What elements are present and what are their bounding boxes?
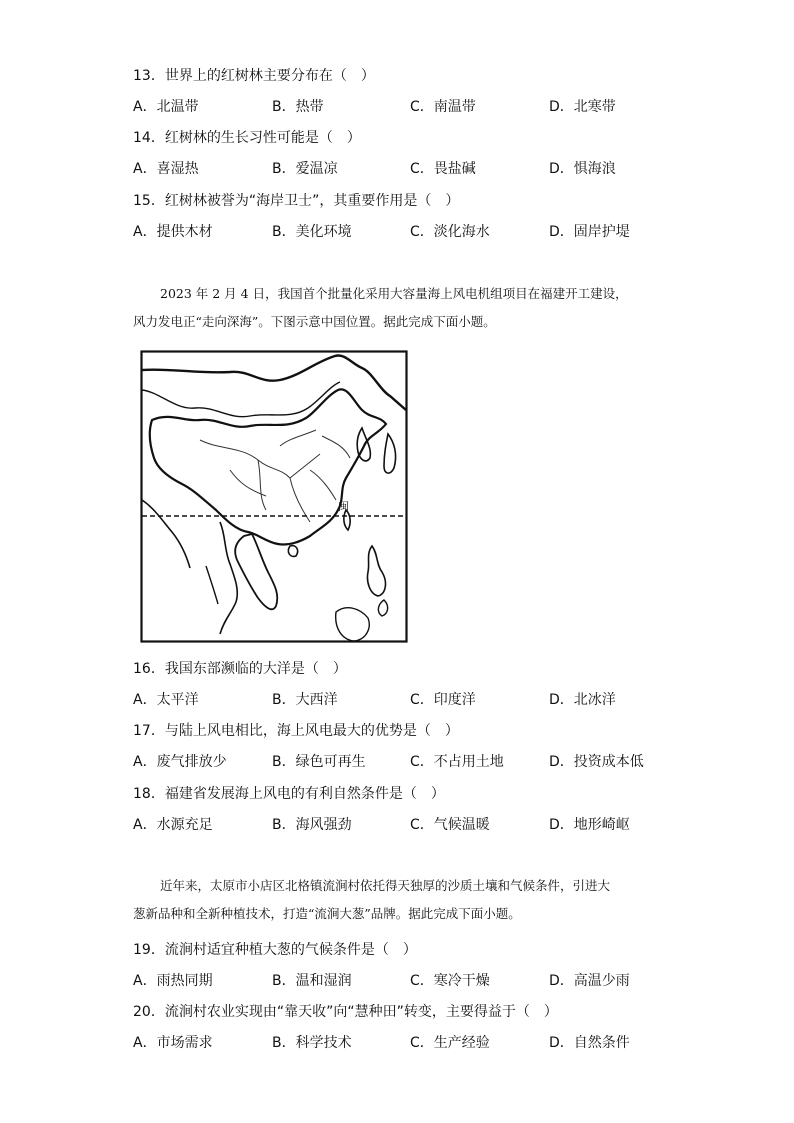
question-17-options (133, 753, 693, 771)
option-d: D．固岸护堤 (549, 224, 630, 240)
question-16-options (133, 691, 693, 709)
option-c: C．寒冷干燥 (410, 973, 490, 989)
option-c: C．南温带 (410, 99, 476, 115)
question-15: 15．红树林被誉为“海岸卫士”，其重要作用是（ ） (133, 193, 460, 209)
option-d: D．地形崎岖 (549, 817, 630, 833)
question-14-options (133, 160, 693, 178)
option-a: A．废气排放少 (133, 754, 227, 770)
passage-line: 近年来，太原市小店区北格镇流涧村依托得天独厚的沙质土壤和气候条件，引进大 (160, 878, 611, 893)
option-c: C．印度洋 (410, 692, 476, 708)
option-d: D．自然条件 (549, 1035, 630, 1051)
option-a: A．喜湿热 (133, 161, 199, 177)
option-c: C．气候温暖 (410, 817, 490, 833)
option-d: D．高温少雨 (549, 973, 630, 989)
passage-line: 风力发电正“走向深海”。下图示意中国位置。据此完成下面小题。 (133, 314, 496, 329)
option-a: A．北温带 (133, 99, 199, 115)
option-d: D．北冰洋 (549, 692, 616, 708)
passage-wind-power (133, 280, 673, 336)
passage-onion (133, 872, 673, 928)
option-a: A．提供木材 (133, 224, 213, 240)
china-location-map (140, 350, 408, 643)
option-b: B．爱温凉 (272, 161, 338, 177)
option-b: B．温和湿润 (272, 973, 352, 989)
fujian-label: 闽 (338, 500, 349, 513)
question-20-options (133, 1034, 693, 1052)
question-20: 20．流涧村农业实现由“靠天收”向“慧种田”转变，主要得益于（ ） (133, 1004, 558, 1020)
option-a: A．市场需求 (133, 1035, 213, 1051)
option-a: A．太平洋 (133, 692, 199, 708)
question-18-options (133, 816, 693, 834)
option-d: D．惧海浪 (549, 161, 616, 177)
option-c: C．生产经验 (410, 1035, 490, 1051)
question-19-options (133, 972, 693, 990)
passage-line: 葱新品种和全新种植技术，打造“流涧大葱”品牌。据此完成下面小题。 (133, 906, 521, 921)
question-19: 19．流涧村适宜种植大葱的气候条件是（ ） (133, 942, 417, 958)
option-d: D．投资成本低 (549, 754, 644, 770)
question-18: 18．福建省发展海上风电的有利自然条件是（ ） (133, 786, 445, 802)
option-b: B．绿色可再生 (272, 754, 366, 770)
option-b: B．美化环境 (272, 224, 352, 240)
question-15-options (133, 223, 693, 241)
question-13-options (133, 98, 693, 116)
option-b: B．海风强劲 (272, 817, 352, 833)
option-b: B．热带 (272, 99, 324, 115)
question-13: 13．世界上的红树林主要分布在（ ） (133, 68, 375, 84)
question-14: 14．红树林的生长习性可能是（ ） (133, 130, 361, 146)
option-c: C．不占用土地 (410, 754, 504, 770)
option-d: D．北寒带 (549, 99, 616, 115)
option-b: B．科学技术 (272, 1035, 352, 1051)
option-b: B．大西洋 (272, 692, 338, 708)
option-c: C．淡化海水 (410, 224, 490, 240)
option-c: C．畏盐碱 (410, 161, 476, 177)
question-16: 16．我国东部濒临的大洋是（ ） (133, 661, 347, 677)
option-a: A．雨热同期 (133, 973, 213, 989)
option-a: A．水源充足 (133, 817, 213, 833)
passage-line: 2023 年 2 月 4 日，我国首个批量化采用大容量海上风电机组项目在福建开工建设， (160, 286, 628, 301)
question-17: 17．与陆上风电相比，海上风电最大的优势是（ ） (133, 723, 459, 739)
